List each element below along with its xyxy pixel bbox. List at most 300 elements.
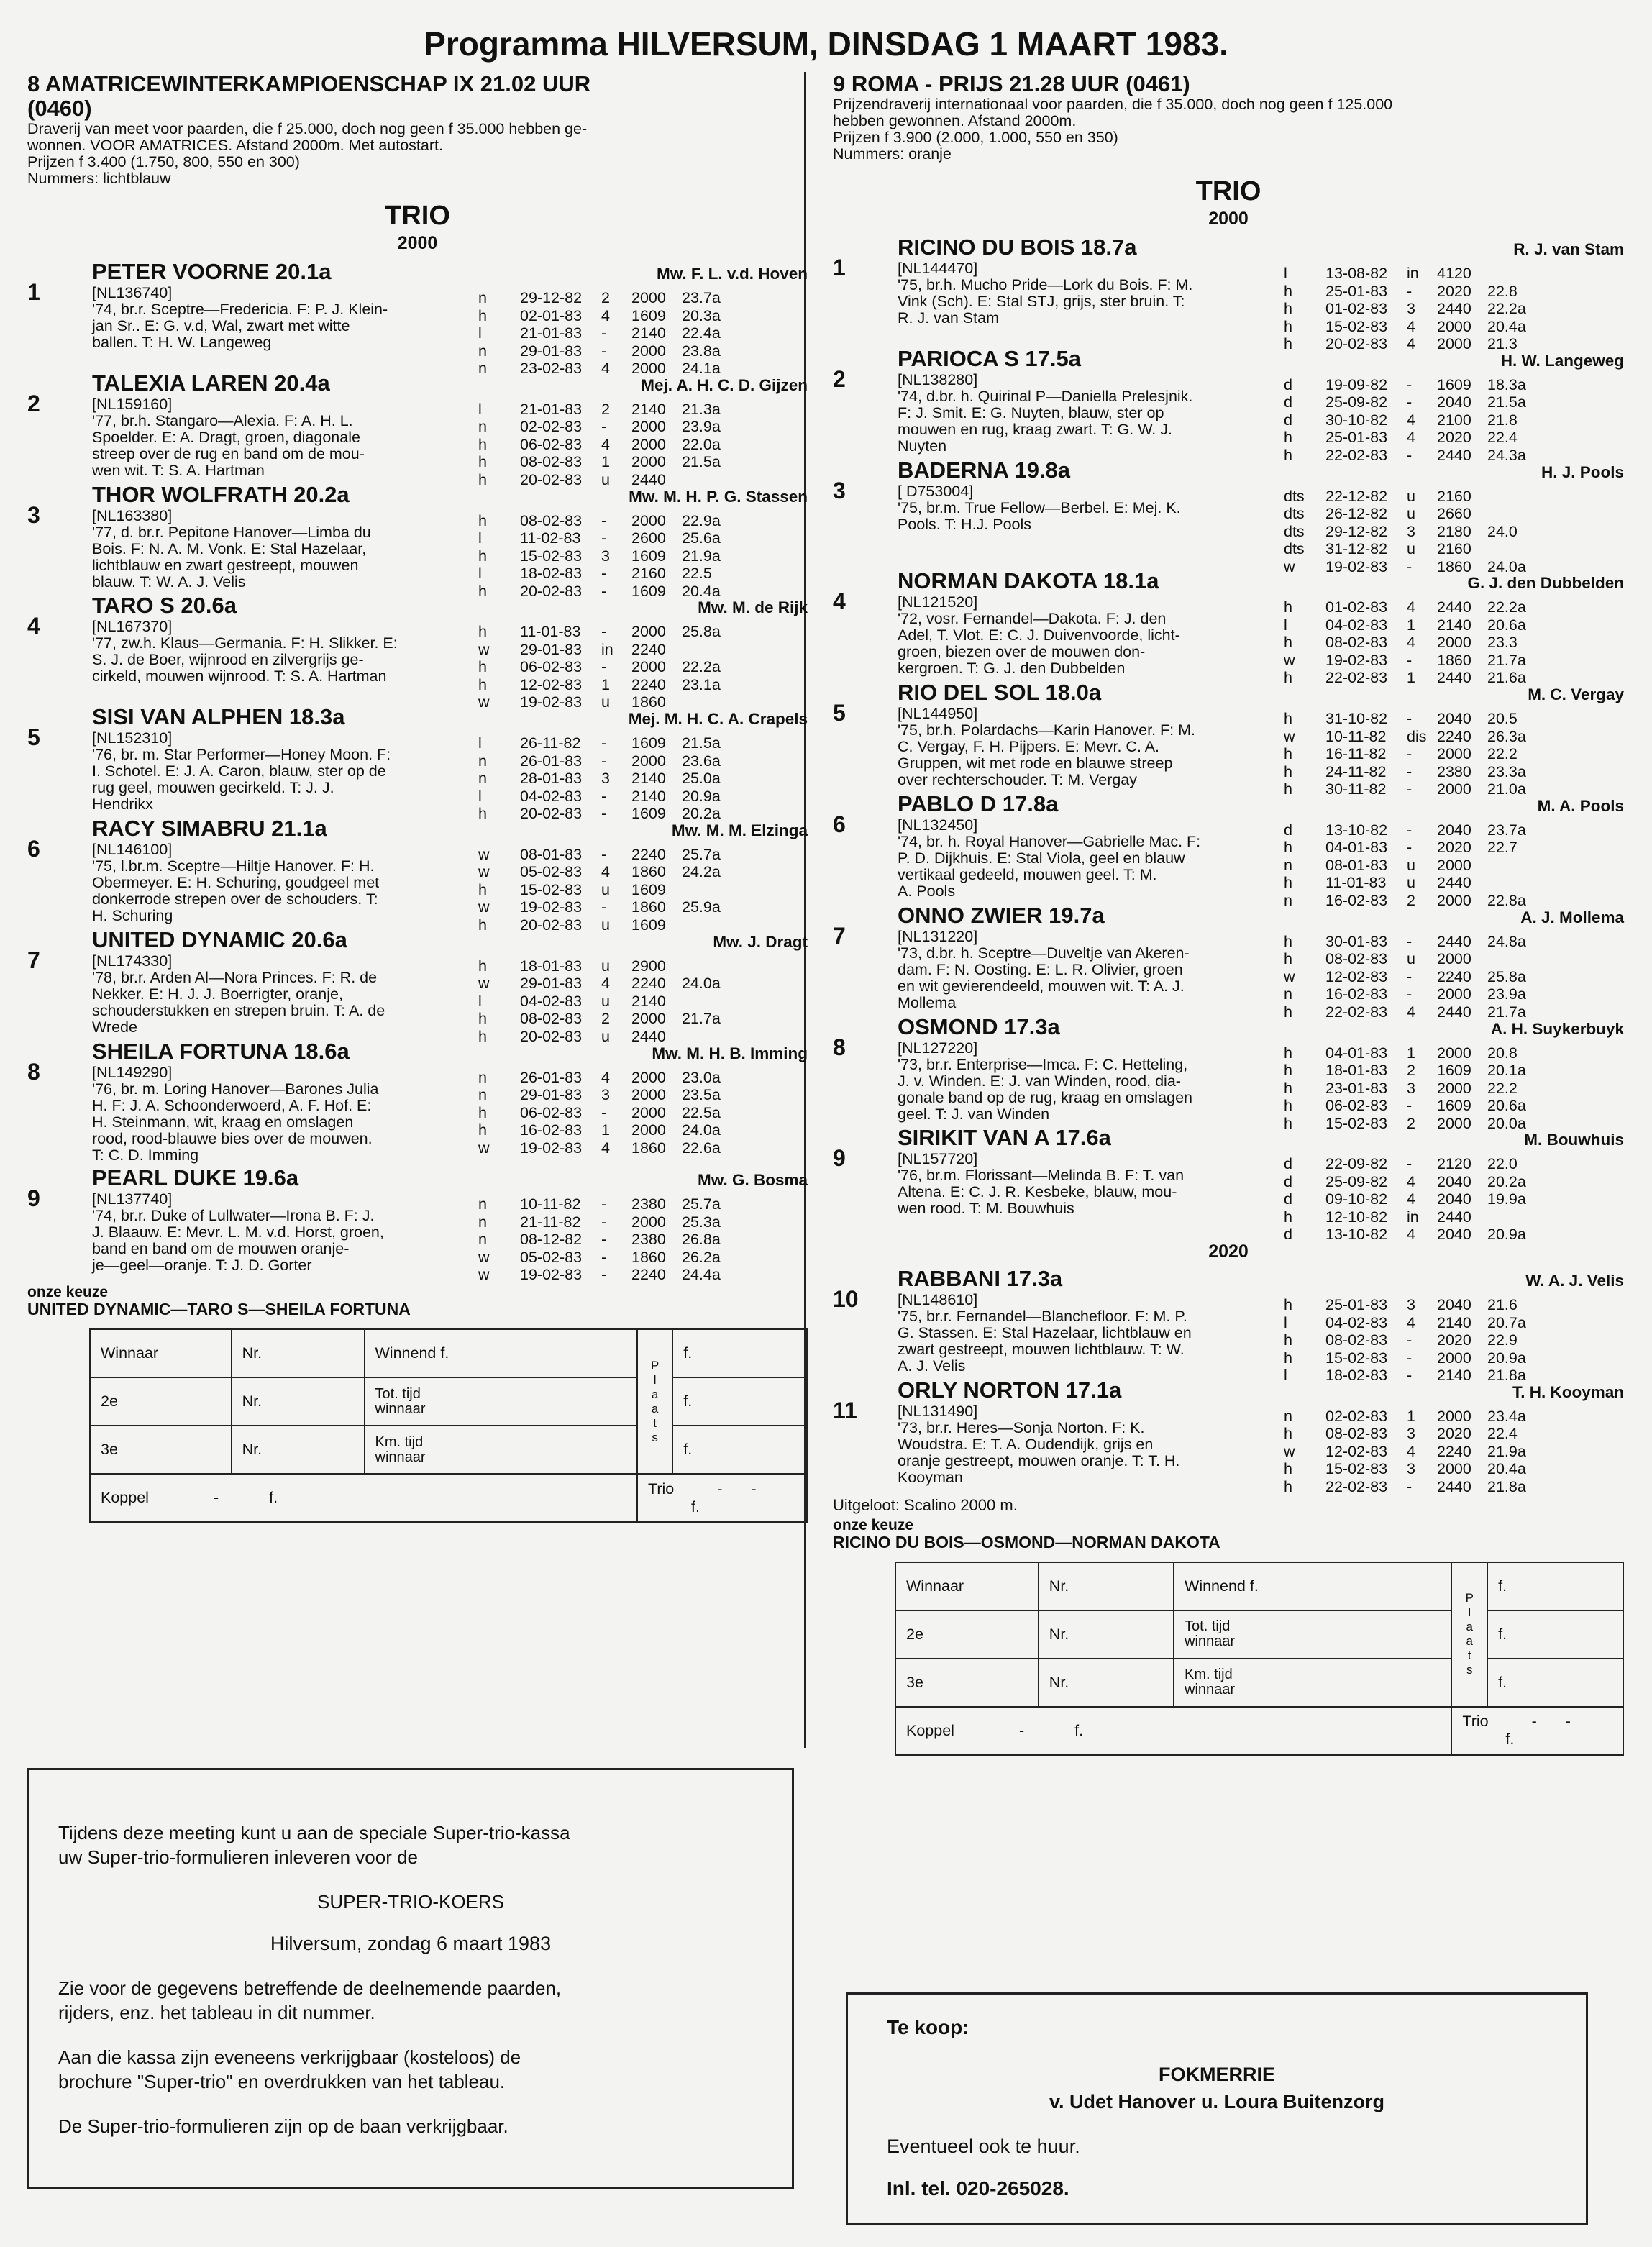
description-line: [NL146100] xyxy=(92,840,173,858)
result-cell: 24.0a xyxy=(682,975,721,993)
result-cell: 24.0a xyxy=(682,1121,721,1139)
result-cell: 4 xyxy=(1407,1442,1415,1460)
result-cell: 21.9a xyxy=(682,547,721,565)
horse-name: RIO DEL SOL 18.0a xyxy=(898,680,1102,706)
description-line: '74, br.r. Sceptre—Fredericia. F: P. J. Klein- xyxy=(92,301,388,318)
result-cell: h xyxy=(1284,874,1292,892)
description-line: [NL167370] xyxy=(92,618,173,636)
result-cell: 24.2a xyxy=(682,863,721,881)
description-line: lichtblauw en zwart gestreept, mouwen xyxy=(92,556,359,574)
result-cell: 23.1a xyxy=(682,675,721,693)
result-cell: 20.1a xyxy=(1487,1062,1526,1080)
keuze-value: RICINO DU BOIS—OSMOND—NORMAN DAKOTA xyxy=(833,1532,1220,1551)
plaats-letter: a xyxy=(651,1401,659,1416)
result-cell: 19-02-83 xyxy=(520,898,583,916)
entry-number: 9 xyxy=(27,1185,40,1212)
result-cell: 11-02-83 xyxy=(520,529,581,547)
result-cell: 25-01-83 xyxy=(1325,282,1388,300)
result-row xyxy=(1284,1314,1526,1332)
race-info-line: Nummers: lichtblauw xyxy=(27,170,171,187)
result-cell: 4 xyxy=(1407,1172,1415,1190)
description-line: dam. F: N. Oosting. E: L. R. Olivier, groen xyxy=(898,960,1183,978)
result-cell: 25.3a xyxy=(682,1213,721,1231)
result-row xyxy=(478,863,721,881)
result-cell: 2240 xyxy=(1437,1442,1471,1460)
result-row xyxy=(478,881,721,899)
result-cell: h xyxy=(478,805,487,823)
result-cell: 23.6a xyxy=(682,752,721,770)
koppel-cell xyxy=(90,1474,637,1522)
result-cell: h xyxy=(478,582,487,600)
result-cell: 2000 xyxy=(1437,317,1471,335)
result-row xyxy=(1284,950,1526,968)
super-trio-date: Hilversum, zondag 6 maart 1983 xyxy=(270,1933,552,1954)
result-row xyxy=(1284,505,1526,523)
result-cell: h xyxy=(1284,1296,1292,1314)
entry-number: 7 xyxy=(27,947,40,973)
result-cell: 20.7a xyxy=(1487,1313,1526,1331)
result-cell: 22.8 xyxy=(1487,282,1518,300)
results xyxy=(478,1069,721,1157)
result-cell: 02-02-83 xyxy=(520,418,583,436)
result-cell: - xyxy=(601,565,607,583)
result-cell: w xyxy=(478,975,490,993)
description-line: [NL163380] xyxy=(92,506,173,524)
result-cell: 2 xyxy=(601,1010,610,1028)
entry-number: 10 xyxy=(833,1286,859,1313)
description-line: J. v. Winden. E: J. van Winden, rood, dia- xyxy=(898,1072,1181,1090)
horse-name: SHEILA FORTUNA 18.6a xyxy=(92,1038,350,1064)
label xyxy=(365,1377,638,1426)
result-row xyxy=(1284,376,1526,394)
description-line: wen rood. T: M. Bouwhuis xyxy=(898,1200,1074,1218)
result-row xyxy=(478,1086,721,1104)
result-cell: 26-11-82 xyxy=(520,734,581,752)
result-cell: 2000 xyxy=(631,511,666,529)
result-cell: 22-09-82 xyxy=(1325,1155,1388,1173)
description-line: A. Pools xyxy=(898,882,956,900)
horse-name: ORLY NORTON 17.1a xyxy=(898,1377,1122,1403)
result-cell: 13-08-82 xyxy=(1325,265,1388,282)
result-cell: 29-01-83 xyxy=(520,342,583,360)
result-cell: - xyxy=(601,805,607,823)
plaats-letter: l xyxy=(1468,1605,1471,1620)
horse-description xyxy=(898,1151,1290,1217)
result-row xyxy=(1284,968,1526,986)
result-cell: w xyxy=(478,845,490,863)
result-cell: dis xyxy=(1407,727,1427,745)
result-cell: u xyxy=(1407,487,1415,505)
description-line: Nekker. E: H. J. J. Boerrigter, oranje, xyxy=(92,985,343,1003)
result-cell: 04-01-83 xyxy=(1325,1044,1388,1062)
result-cell: 2040 xyxy=(1437,1190,1471,1208)
result-cell: 08-02-83 xyxy=(1325,1425,1388,1443)
result-cell: 2240 xyxy=(631,640,666,658)
owner-name: W. A. J. Velis xyxy=(1525,1272,1624,1290)
result-cell: 4120 xyxy=(1437,265,1471,282)
description-line: '73, br.r. Enterprise—Imca. F: C. Hetteling, xyxy=(898,1055,1188,1073)
result-cell: 22.2a xyxy=(682,658,721,676)
result-cell: 2440 xyxy=(1437,1003,1471,1021)
entry xyxy=(833,680,1624,798)
result-cell: in xyxy=(601,640,613,658)
result-cell: 2440 xyxy=(1437,1208,1471,1226)
results xyxy=(1284,1296,1526,1385)
result-cell: - xyxy=(601,623,607,641)
description-line: [NL159160] xyxy=(92,395,173,413)
result-cell: 4 xyxy=(1407,1003,1415,1021)
result-cell: 23.9a xyxy=(1487,985,1526,1003)
results xyxy=(478,846,721,934)
result-cell: 08-02-83 xyxy=(1325,950,1388,968)
result-row xyxy=(478,770,721,788)
result-cell: 30-11-82 xyxy=(1325,780,1387,798)
result-cell: w xyxy=(1284,727,1295,745)
horse-description xyxy=(898,483,1290,533)
result-cell: 4 xyxy=(1407,1313,1415,1331)
result-cell: 23.9a xyxy=(682,418,721,436)
result-row xyxy=(478,641,721,659)
result-cell: 25-01-83 xyxy=(1325,429,1388,447)
result-cell: - xyxy=(601,1103,607,1121)
horse-name: RICINO DU BOIS 18.7a xyxy=(898,234,1137,260)
owner-name: Mw. G. Bosma xyxy=(698,1171,808,1190)
result-cell: 2000 xyxy=(1437,634,1471,652)
result-cell: 25.8a xyxy=(682,623,721,641)
description-line: mouwen en rug, kraag zwart. T: G. W. J. xyxy=(898,420,1172,438)
description-line: '74, br. h. Royal Hanover—Gabrielle Mac. F: xyxy=(898,832,1201,850)
trio-heading: TRIO xyxy=(1195,176,1261,206)
result-cell: - xyxy=(1407,1477,1413,1495)
results xyxy=(1284,1155,1526,1244)
results xyxy=(478,623,721,711)
result-cell: n xyxy=(1284,1407,1292,1425)
result-cell: 3 xyxy=(601,547,610,565)
label xyxy=(1174,1610,1451,1659)
result-row xyxy=(1284,429,1526,447)
result-cell: 25.8a xyxy=(1487,967,1526,985)
description-line: kergroen. T: G. J. den Dubbelden xyxy=(898,660,1126,678)
result-cell: 2000 xyxy=(1437,856,1471,874)
description-line: S. J. de Boer, wijnrood en zilvergrijs ge- xyxy=(92,651,364,669)
label-line: winnaar xyxy=(375,1449,426,1465)
result-cell: h xyxy=(1284,669,1292,687)
results xyxy=(1284,1044,1526,1133)
result-cell: 11-01-83 xyxy=(520,623,581,641)
result-cell: 22.8a xyxy=(1487,891,1526,909)
result-cell: 29-01-83 xyxy=(520,975,583,993)
result-cell: 15-02-83 xyxy=(1325,1460,1388,1478)
description-line: Obermeyer. E: H. Schuring, goudgeel met xyxy=(92,873,380,891)
description-line: [NL144950] xyxy=(898,705,978,723)
plaats-letter: P xyxy=(650,1358,660,1372)
result-row xyxy=(478,512,721,530)
result-cell: 2440 xyxy=(1437,1477,1471,1495)
result-row xyxy=(1284,763,1526,781)
uitgeloot: Uitgeloot: Scalino 2000 m. xyxy=(833,1495,1018,1514)
results xyxy=(1284,598,1526,687)
result-cell: 24.0 xyxy=(1487,522,1518,540)
result-cell: 22-12-82 xyxy=(1325,487,1388,505)
label-line: winnaar xyxy=(1185,1682,1236,1698)
result-cell: 2140 xyxy=(631,400,666,418)
result-cell: 18.3a xyxy=(1487,375,1526,393)
nr-label: Nr. xyxy=(1039,1659,1174,1707)
place-label: Winnaar xyxy=(90,1329,232,1377)
result-cell: 4 xyxy=(601,435,610,453)
result-cell: 1 xyxy=(1407,1044,1415,1062)
super-line: brochure "Super-trio" en overdrukken van het tableau. xyxy=(58,2071,506,2092)
owner-name: Mw. M. de Rijk xyxy=(698,598,808,617)
koppel-label: Koppel xyxy=(101,1489,149,1507)
result-cell: 16-11-82 xyxy=(1325,745,1387,763)
koppel-label: Koppel xyxy=(906,1721,954,1739)
description-line: [NL121520] xyxy=(898,593,978,611)
result-row xyxy=(478,1104,721,1122)
result-cell: 2000 xyxy=(1437,950,1471,968)
result-cell: 4 xyxy=(1407,411,1415,429)
result-cell: u xyxy=(601,957,610,975)
result-cell: 2000 xyxy=(1437,891,1471,909)
result-cell: h xyxy=(478,1027,487,1045)
result-form-table xyxy=(895,1562,1624,1756)
result-cell: - xyxy=(601,529,607,547)
result-cell: 20.4a xyxy=(1487,317,1526,335)
result-row xyxy=(478,565,721,583)
result-cell: 2120 xyxy=(1437,1155,1471,1173)
result-row xyxy=(478,547,721,565)
result-cell: 18-02-83 xyxy=(520,565,583,583)
result-cell: w xyxy=(1284,651,1295,669)
description-line: H. F: J. A. Schoonderwoerd, A. F. Hof. E: xyxy=(92,1096,372,1114)
nr-label: Nr. xyxy=(232,1329,365,1377)
result-cell: 2000 xyxy=(1437,1044,1471,1062)
entry-number: 1 xyxy=(27,279,40,305)
result-cell: 2140 xyxy=(631,992,666,1010)
result-cell: 2380 xyxy=(1437,762,1471,780)
onze-keuze xyxy=(27,1285,808,1318)
result-cell: 4 xyxy=(1407,429,1415,447)
result-cell: 1860 xyxy=(1437,651,1471,669)
result-cell: 2000 xyxy=(631,1068,666,1086)
result-cell: 21.0a xyxy=(1487,780,1526,798)
result-row xyxy=(1284,1478,1526,1496)
result-cell: 2000 xyxy=(1437,1079,1471,1097)
result-cell: 19-02-83 xyxy=(520,693,583,711)
super-line: rijders, enz. het tableau in dit nummer. xyxy=(58,2002,375,2023)
description-line: [ D753004] xyxy=(898,482,974,500)
result-cell: 2000 xyxy=(1437,335,1471,352)
dash: - xyxy=(1565,1713,1571,1731)
result-cell: 2040 xyxy=(1437,710,1471,728)
description-line: [NL148610] xyxy=(898,1291,978,1309)
entry xyxy=(27,259,808,377)
result-row xyxy=(1284,985,1526,1003)
result-cell: 20.9a xyxy=(682,787,721,805)
result-cell: 2140 xyxy=(631,770,666,788)
dash: - xyxy=(1018,1721,1025,1739)
result-cell: n xyxy=(478,289,487,306)
result-cell: 15-02-83 xyxy=(1325,1349,1388,1367)
result-cell: 20.2a xyxy=(1487,1172,1526,1190)
result-cell: 16-02-83 xyxy=(520,1121,583,1139)
result-cell: 20.6a xyxy=(1487,616,1526,634)
label xyxy=(365,1426,638,1474)
result-cell: 20.2a xyxy=(682,805,721,823)
keuze-label: onze keuze xyxy=(27,1284,109,1301)
result-cell: 1 xyxy=(601,675,610,693)
result-row xyxy=(1284,1044,1526,1062)
result-cell: 06-02-83 xyxy=(520,1103,583,1121)
owner-name: H. W. Langeweg xyxy=(1500,351,1624,370)
result-cell: u xyxy=(1407,505,1415,523)
result-cell: h xyxy=(478,623,487,641)
results xyxy=(1284,821,1526,910)
result-cell: - xyxy=(601,1213,607,1231)
result-cell: 2160 xyxy=(1437,540,1471,558)
result-cell: 26-01-83 xyxy=(520,1068,583,1086)
horse-description xyxy=(92,619,484,685)
result-cell: h xyxy=(1284,950,1292,968)
description-line: Bois. F: N. A. M. Vonk. E: Stal Hazelaar, xyxy=(92,539,367,557)
description-line: [NL144470] xyxy=(898,260,978,277)
result-cell: 2000 xyxy=(631,1121,666,1139)
result-cell: 1609 xyxy=(631,916,666,934)
result-cell: - xyxy=(1407,967,1413,985)
result-cell: n xyxy=(1284,891,1292,909)
description-line: Vink (Sch). E: Stal STJ, grijs, ster bruin. T: xyxy=(898,293,1185,310)
result-cell: 01-02-83 xyxy=(1325,598,1388,616)
result-cell: 2440 xyxy=(631,470,666,488)
result-cell: 15-02-83 xyxy=(520,880,583,898)
result-cell: 2240 xyxy=(631,675,666,693)
result-cell: 2000 xyxy=(631,453,666,471)
description-line: '75, br.m. True Fellow—Berbel. E: Mej. K. xyxy=(898,498,1181,516)
result-cell: 2140 xyxy=(1437,616,1471,634)
result-cell: d xyxy=(1284,821,1292,839)
results xyxy=(478,512,721,601)
description-line: A. J. Velis xyxy=(898,1357,966,1375)
description-line: cirkeld, mouwen wijnrood. T: S. A. Hartman xyxy=(92,667,387,685)
horse-description xyxy=(92,396,484,479)
amount-field: f. xyxy=(1487,1562,1623,1610)
result-row xyxy=(478,734,721,752)
result-cell: h xyxy=(1284,446,1292,464)
result-cell: 15-02-83 xyxy=(520,547,583,565)
ad-huur: Eventueel ook te huur. xyxy=(887,2136,1080,2157)
result-cell: - xyxy=(1407,557,1413,575)
entry-number: 9 xyxy=(833,1145,846,1172)
description-line: en wit gevierendeeld, mouwen wit. T: A. J. xyxy=(898,977,1185,995)
result-cell: 2140 xyxy=(1437,1367,1471,1385)
result-row xyxy=(478,1121,721,1139)
result-row xyxy=(478,1010,721,1028)
horse-name: SIRIKIT VAN A 17.6a xyxy=(898,1125,1111,1151)
result-row xyxy=(1284,857,1526,875)
entry xyxy=(27,1039,808,1164)
result-cell: 31-10-82 xyxy=(1325,710,1388,728)
race-info-line: Prijzen f 3.900 (2.000, 1.000, 550 en 350) xyxy=(833,129,1118,146)
result-cell: 22.2a xyxy=(1487,598,1526,616)
result-cell: 3 xyxy=(1407,1460,1415,1478)
koppel-cell xyxy=(895,1707,1451,1755)
description-line: P. D. Dijkhuis. E: Stal Viola, geel en blauw xyxy=(898,849,1185,867)
amount-field: f. xyxy=(672,1426,807,1474)
result-cell: - xyxy=(1407,762,1413,780)
label: Winnend f. xyxy=(365,1329,638,1377)
race-info-line: Prijzen f 3.400 (1.750, 800, 550 en 300) xyxy=(27,153,300,170)
description-line: Pools. T: H.J. Pools xyxy=(898,515,1032,533)
result-row xyxy=(478,975,721,993)
result-cell: d xyxy=(1284,375,1292,393)
result-cell: h xyxy=(478,916,487,934)
result-row xyxy=(1284,1425,1526,1443)
result-cell: 20.8 xyxy=(1487,1044,1518,1062)
result-cell: u xyxy=(1407,950,1415,968)
horse-name: BADERNA 19.8a xyxy=(898,457,1071,483)
ad-phone: Inl. tel. 020-265028. xyxy=(887,2177,1069,2200)
result-row xyxy=(1284,1080,1526,1098)
result-cell: n xyxy=(478,418,487,436)
result-cell: 22.0 xyxy=(1487,1155,1518,1173)
horse-description xyxy=(898,706,1290,788)
result-cell: d xyxy=(1284,1226,1292,1244)
result-row xyxy=(1284,933,1526,951)
result-cell: 22-02-83 xyxy=(1325,1477,1388,1495)
entry xyxy=(833,790,1624,909)
entry xyxy=(27,370,808,488)
entry-number: 8 xyxy=(27,1058,40,1085)
result-cell: 2440 xyxy=(631,1027,666,1045)
description-line: blauw. T: W. A. J. Velis xyxy=(92,573,246,591)
description-line: [NL137740] xyxy=(92,1190,173,1208)
result-cell: 21.8 xyxy=(1487,411,1518,429)
horse-description xyxy=(92,842,484,924)
result-cell: n xyxy=(1284,985,1292,1003)
result-cell: 18-01-83 xyxy=(1325,1062,1388,1080)
result-row xyxy=(1284,1097,1526,1115)
result-cell: 2020 xyxy=(1437,1331,1471,1349)
horse-name: SISI VAN ALPHEN 18.3a xyxy=(92,704,345,730)
description-line: '75, br.r. Fernandel—Blanchefloor. F: M. P. xyxy=(898,1308,1187,1326)
result-row xyxy=(1284,1155,1526,1173)
result-cell: 22.0a xyxy=(682,435,721,453)
ad-pedigree: v. Udet Hanover u. Loura Buitenzorg xyxy=(1049,2091,1385,2112)
entry xyxy=(833,1013,1624,1132)
result-cell: - xyxy=(1407,1349,1413,1367)
result-cell: 2000 xyxy=(631,1213,666,1231)
result-cell: 04-01-83 xyxy=(1325,839,1388,857)
result-row xyxy=(1284,523,1526,541)
result-cell: 2 xyxy=(1407,891,1415,909)
amount-field: f. xyxy=(672,1377,807,1426)
owner-name: T. H. Kooyman xyxy=(1512,1382,1624,1401)
description-line: J. Blaauw. E: Mevr. L. M. v.d. Horst, groen, xyxy=(92,1223,384,1241)
result-cell: 1860 xyxy=(631,693,666,711)
result-cell: 2900 xyxy=(631,957,666,975)
description-line: [NL174330] xyxy=(92,952,173,970)
result-cell: h xyxy=(1284,1044,1292,1062)
keuze-value: UNITED DYNAMIC—TARO S—SHEILA FORTUNA xyxy=(27,1300,411,1319)
result-cell: l xyxy=(478,734,482,752)
result-cell: - xyxy=(1407,839,1413,857)
result-cell: l xyxy=(1284,1313,1287,1331)
result-cell: 24.0a xyxy=(1487,557,1526,575)
result-cell: 22.2 xyxy=(1487,745,1518,763)
result-cell: 2140 xyxy=(631,324,666,342)
plaats-letter: l xyxy=(653,1372,657,1387)
owner-name: M. A. Pools xyxy=(1537,796,1624,815)
